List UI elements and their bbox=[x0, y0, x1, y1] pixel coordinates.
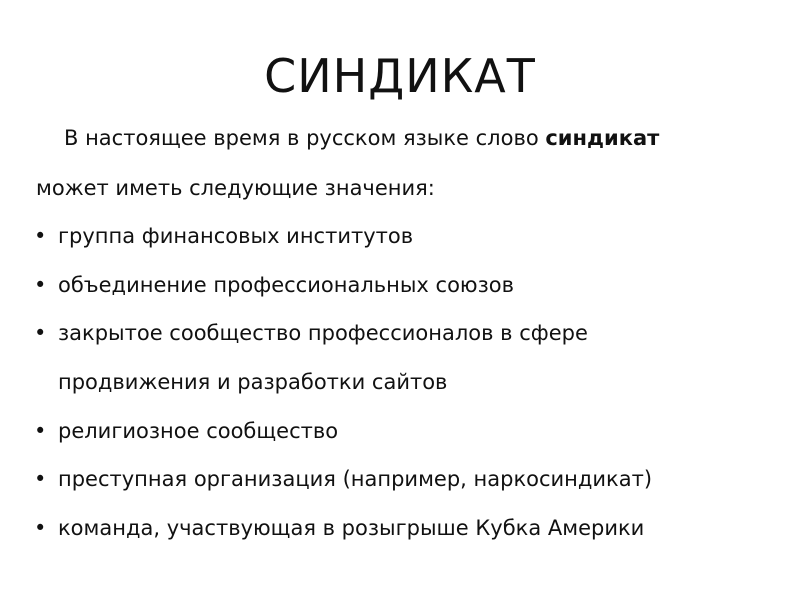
intro-keyword: синдикат bbox=[545, 126, 660, 150]
bullet-marker: • bbox=[34, 273, 47, 297]
list-item: закрытое сообщество профессионалов в сфере bbox=[58, 321, 588, 345]
bullet-marker: • bbox=[34, 224, 47, 248]
intro-line-1 bbox=[64, 124, 659, 152]
intro-text: В настоящее время в русском языке слово bbox=[64, 126, 546, 150]
list-item-continuation: продвижения и разработки сайтов bbox=[58, 370, 448, 394]
bullet-marker: • bbox=[34, 321, 47, 345]
intro-line-2: может иметь следующие значения: bbox=[36, 176, 435, 200]
bullet-marker: • bbox=[34, 516, 47, 540]
bullet-marker: • bbox=[34, 467, 47, 491]
list-item: группа финансовых институтов bbox=[58, 224, 414, 248]
bullet-marker: • bbox=[34, 419, 47, 443]
list-item: команда, участвующая в розыгрыше Кубка Америки bbox=[58, 516, 645, 540]
list-item: преступная организация (например, наркосиндикат) bbox=[58, 467, 653, 491]
list-item: религиозное сообщество bbox=[58, 419, 339, 443]
slide-title: СИНДИКАТ bbox=[264, 49, 536, 103]
list-item: объединение профессиональных союзов bbox=[58, 273, 514, 297]
